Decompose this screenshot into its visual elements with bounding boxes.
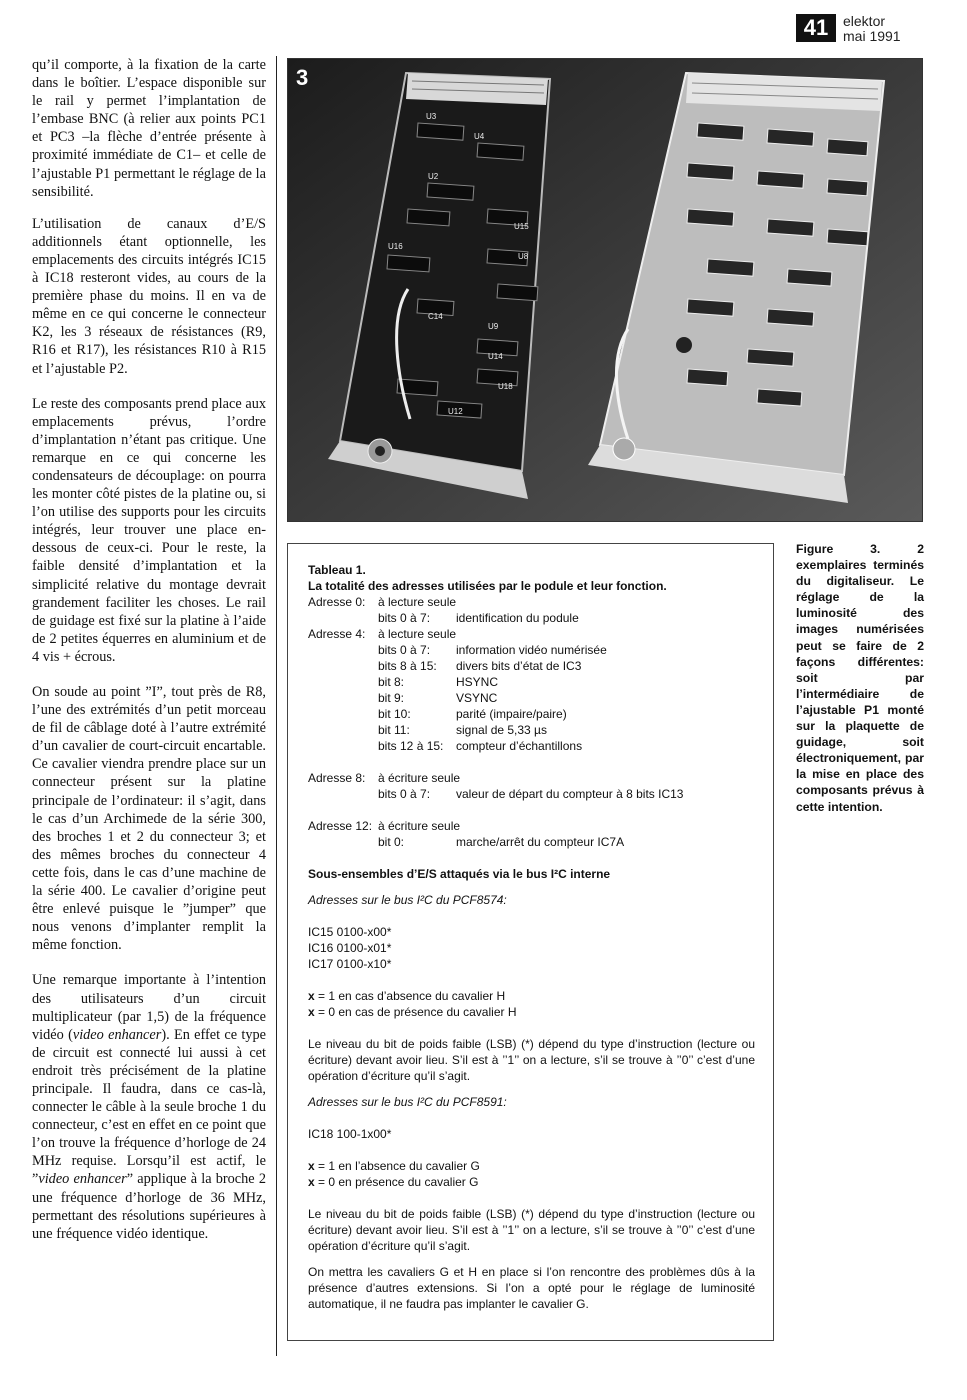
article-body xyxy=(32,56,266,1260)
paragraph-1: qu’il comporte, à la fixation de la carte dans le boîtier. L’espace disponible sur le rail y permet l’implantation de l’embase BNC (à relier aux points PC1 et PC3 –la flèche d’entrée présente à proximité immédiate de C1– et celle de l’ajustable P1 permettant le réglage de la sensibilité. xyxy=(32,57,266,200)
bit-range: bits 0 à 7: xyxy=(378,611,431,625)
board-label-u6: U14 xyxy=(488,352,503,361)
paragraph-2: L’utilisation de canaux d’E/S additionnels étant optionnelle, les emplacements des circuits intégrés IC15 à IC18 resteront vides, au cours de la première phase du moins. Il en va de même en ce qui concerne le connecteur K2, les 3 réseaux de résistances (R9, R16 et R17), les résistances R10 à R15 et l’ajustable P2. xyxy=(32,215,266,377)
address-label: Adresse 8: xyxy=(308,771,366,785)
page-number: 41 xyxy=(796,14,836,42)
bit-range: bits 8 à 15: xyxy=(378,659,437,673)
address-mode: à lecture seule xyxy=(378,627,457,641)
pcf8574-line-3: IC17 0100-x10* xyxy=(308,957,392,971)
issue-date: mai 1991 xyxy=(843,28,901,44)
address-mode: à écriture seule xyxy=(378,819,461,833)
jumper-h-absent: x = 1 en cas d’absence du cavalier H xyxy=(308,989,506,1003)
bit-description: compteur d’échantillons xyxy=(456,739,583,753)
bit-row xyxy=(308,738,755,754)
paragraph-3: Le reste des composants prend place aux emplacements prévus, l’ordre d’implantation n’étant pas critique. Une remarque en ce qui concerne les condensateurs de découplage: on pourra les monter côté pistes de la platine ou, si l’on utilise des supports pour les circuits intégrés, leur trouver une place en-dessous de ceux-ci. Pour le reste, la faible densité d’implantation et la simplicité relative du montage devrait grandement faciliter les choses. Le rail de guidage est fixé sur la platine à l’aide de 2 petites équerres en aluminium et de 4 vis + écrous. xyxy=(32,395,266,665)
pcf8574-title: Adresses sur le bus I²C du PCF8574: xyxy=(308,893,507,907)
address-label: Adresse 4: xyxy=(308,627,366,641)
bit-description: signal de 5,33 µs xyxy=(456,723,547,737)
magazine-name: elektor xyxy=(843,13,886,29)
bit-row xyxy=(308,658,755,674)
bit-row xyxy=(308,690,755,706)
ic-chip xyxy=(827,229,868,246)
bit-range: bits 0 à 7: xyxy=(378,787,431,801)
bit-range: bit 11: xyxy=(378,723,410,737)
ic-chip xyxy=(767,219,814,236)
bit-row xyxy=(308,786,755,802)
bit-row xyxy=(308,610,755,626)
ic-chip xyxy=(417,123,464,140)
bit-description: VSYNC xyxy=(456,691,498,705)
ic-chip xyxy=(787,269,832,286)
pcf8591-line: IC18 100-1x00* xyxy=(308,1127,392,1141)
bit-range: bit 8: xyxy=(378,675,405,689)
board-label-u4: U4 xyxy=(474,132,485,141)
column-divider xyxy=(276,56,277,1356)
figure-caption: Figure 3. 2 exemplaires terminés du digitaliseur. Le réglage de la luminosité des images numérisées peut se faire de 2 façons différentes: soit par l’intermédiaire de l’ajustable P1 monté sur la plaquette de guidage, soit électroniquement, par la mise en place des composants prévus à cette intention. xyxy=(796,542,924,814)
magazine-header xyxy=(843,14,901,44)
table-1-box xyxy=(287,543,774,1341)
ic-chip xyxy=(707,259,754,276)
board-label-u8: U9 xyxy=(488,322,499,331)
jumper-g-present: x = 0 en présence du cavalier G xyxy=(308,1175,479,1189)
bit-description: marche/arrêt du compteur IC7A xyxy=(456,835,625,849)
ic-chip xyxy=(687,299,734,316)
board-label-u16: U8 xyxy=(518,252,529,261)
paragraph-5: Une remarque importante à l’intention des utilisateurs d’un circuit multiplicateur (par 1,5) de la fréquence vidéo (video enhancer). En effet ce type de circuit est connecté lui aussi à cet endroit très précisément de la platine principale. Il faudra, dans ce cas-là, connecter le câble à la seule broche 1 du connecteur, c’est en effet en ce point que l’on trouve la fréquence d’horloge de 24 MHz requise. Lorsqu’il est actif, le ”video enhancer” applique à la broche 2 une fréquence d’horloge de 36 MHz, permettant des résolutions supérieures à une fréquence vidéo identique. xyxy=(32,972,266,1242)
address-8-row xyxy=(308,770,755,786)
address-mode: à lecture seule xyxy=(378,595,457,609)
board-label-u15: U15 xyxy=(514,222,529,231)
pcf8574-line-2: IC16 0100-x01* xyxy=(308,941,392,955)
ic-chip xyxy=(767,129,814,146)
ic-chip xyxy=(687,369,728,386)
bit-range: bit 10: xyxy=(378,707,411,721)
pcf8591-title: Adresses sur le bus I²C du PCF8591: xyxy=(308,1095,507,1109)
ic-chip xyxy=(687,209,734,226)
ic-chip xyxy=(757,171,804,188)
board-label-u13: U16 xyxy=(388,242,403,251)
board-label-u14: U18 xyxy=(498,382,513,391)
ic-chip xyxy=(687,163,734,180)
bit-description: HSYNC xyxy=(456,675,499,689)
jumper-g-absent: x = 1 en l’absence du cavalier G xyxy=(308,1159,480,1173)
board-label-u2: U2 xyxy=(428,172,439,181)
final-note: On mettra les cavaliers G et H en place si l’on rencontre des problèmes dûs à la présence d’autres extensions. Si l’on a opté pour le réglage de luminosité automatique, il ne faudra pas implanter le cavalier G. xyxy=(308,1265,755,1311)
address-0-row xyxy=(308,594,755,610)
address-label: Adresse 0: xyxy=(308,595,366,609)
ic-chip xyxy=(697,123,744,140)
address-12-row xyxy=(308,818,755,834)
ic-chip xyxy=(757,389,802,406)
bit-row xyxy=(308,642,755,658)
bit-row xyxy=(308,722,755,738)
address-label: Adresse 12: xyxy=(308,819,373,833)
figure-photo xyxy=(287,58,923,522)
bit-row xyxy=(308,674,755,690)
address-mode: à écriture seule xyxy=(378,771,461,785)
bit-description: information vidéo numérisée xyxy=(456,643,607,657)
bit-range: bits 12 à 15: xyxy=(378,739,444,753)
pcf8574-line-1: IC15 0100-x00* xyxy=(308,925,392,939)
ic-chip xyxy=(747,349,794,366)
jumper-h-present: x = 0 en cas de présence du cavalier H xyxy=(308,1005,517,1019)
table-title: Tableau 1. xyxy=(308,563,366,577)
ic-chip xyxy=(827,179,868,196)
io-subsystems-title: Sous-ensembles d’E/S attaqués via le bus I²C interne xyxy=(308,867,611,881)
board-label-c14: C14 xyxy=(428,312,443,321)
address-4-row xyxy=(308,626,755,642)
bit-range: bit 9: xyxy=(378,691,405,705)
table-subtitle: La totalité des adresses utilisées par le podule et leur fonction. xyxy=(308,579,667,593)
bit-range: bit 0: xyxy=(378,835,405,849)
bit-description: parité (impaire/paire) xyxy=(456,707,567,721)
ic-chip xyxy=(387,255,430,272)
bit-range: bits 0 à 7: xyxy=(378,643,431,657)
ic-chip xyxy=(407,209,450,226)
bit-description: identification du podule xyxy=(456,611,579,625)
ic-chip xyxy=(767,309,814,326)
bit-row xyxy=(308,834,755,850)
ic-chip xyxy=(827,139,868,156)
bit-description: divers bits d’état de IC3 xyxy=(456,659,582,673)
bit-row xyxy=(308,706,755,722)
paragraph-4: On soude au point ”I”, tout près de R8, l’une des extrémités d’un petit morceau de fil de câblage doté à l’autre extrémité d’un cavalier de court-circuit encartable. Ce cavalier viendra prendre place sur un connecteur présent sur la platine principale de l’ordinateur: il s’agit, dans le cas d’un Archimede de la série 300, des broches 1 et 2 du connecteur 3; et des mêmes broches du connecteur 4 cette fois, dans le cas d’une machine de la série 400. Le cavalier d’origine peut être enlevé puisque le ”jumper” que nous venons d’implanter remplit la même fonction. xyxy=(32,684,266,954)
circuit-boards-illustration xyxy=(288,59,922,521)
figure-number: 3 xyxy=(296,65,309,90)
board-label-u18: U12 xyxy=(448,407,463,416)
lsb-note-1: Le niveau du bit de poids faible (LSB) (*) dépend du type d’instruction (lecture ou écriture) devant avoir lieu. S’il est à ’’1’’ on a lecture, s’il se trouve à ’’0’’ c’est d’une opération d’écriture qu’il s’agit. xyxy=(308,1037,755,1083)
board-label-u3: U3 xyxy=(426,112,437,121)
bit-description: valeur de départ du compteur à 8 bits IC13 xyxy=(456,787,684,801)
lsb-note-2: Le niveau du bit de poids faible (LSB) (*) dépend du type d’instruction (lecture ou écriture) devant avoir lieu. S’il est à ’’1’’ on a lecture, s’il se trouve à ’’0’’ c’est d’une opération d’écriture qu’il s’agit. xyxy=(308,1207,755,1253)
ic-chip xyxy=(477,143,524,160)
ic-chip xyxy=(427,183,474,200)
ic-chip xyxy=(497,284,538,301)
